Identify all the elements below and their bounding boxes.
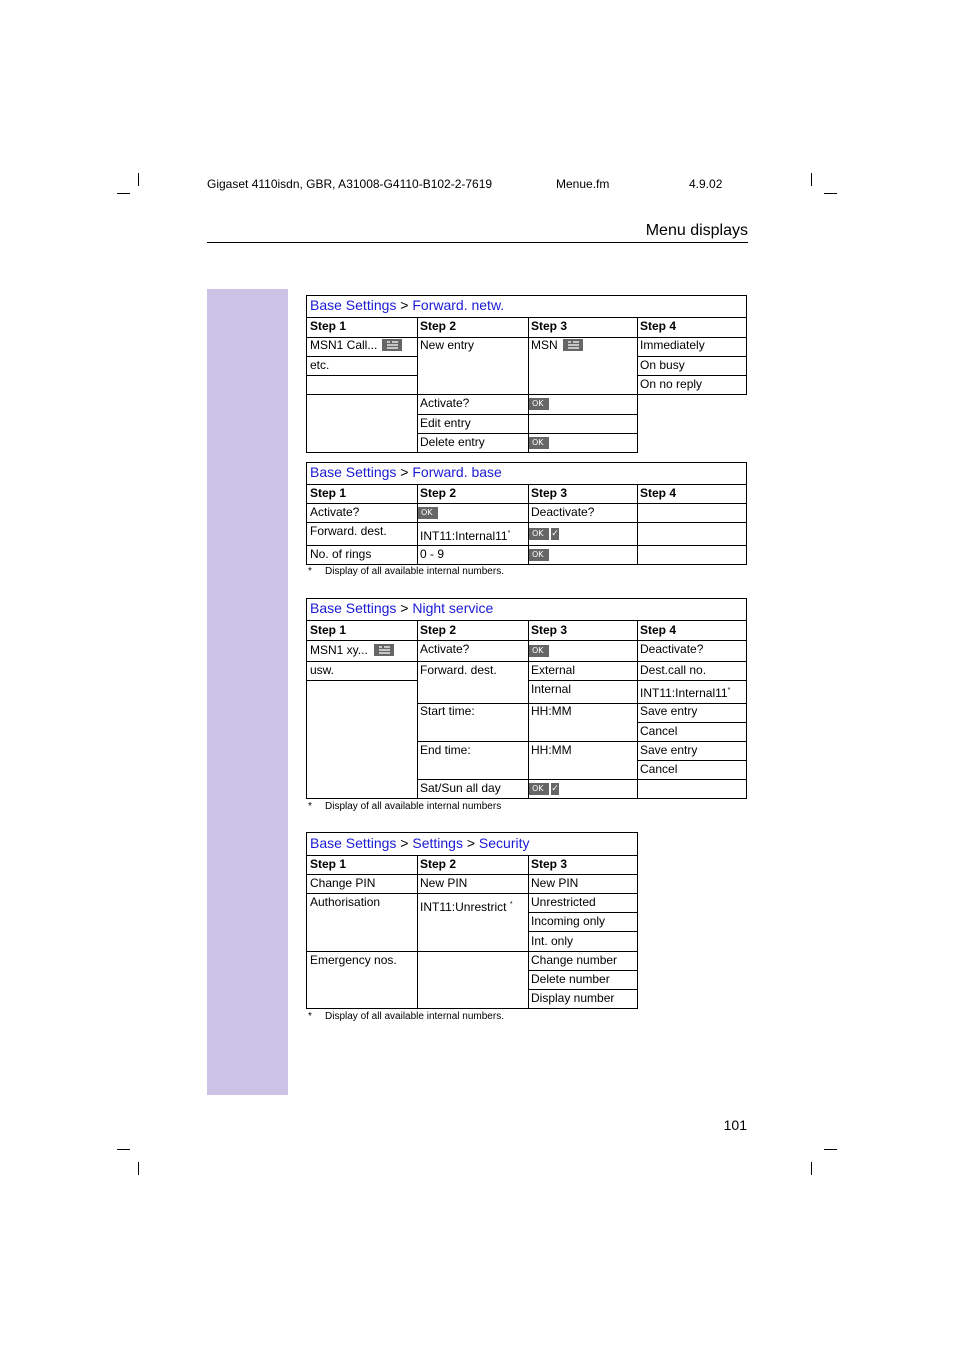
cell: On busy bbox=[640, 358, 685, 372]
table-title: Base Settings > Night service bbox=[310, 600, 494, 616]
table-rule bbox=[306, 874, 638, 875]
cell: Change number bbox=[531, 953, 618, 967]
table-rule bbox=[528, 989, 638, 990]
footnote-star: * bbox=[308, 566, 312, 577]
col-header: Step 2 bbox=[420, 486, 457, 500]
cell: No. of rings bbox=[310, 547, 372, 561]
cell: Edit entry bbox=[420, 416, 471, 430]
crop-mark bbox=[824, 1149, 837, 1150]
table-rule bbox=[306, 375, 417, 376]
table-rule bbox=[306, 951, 638, 952]
cell: Sat/Sun all day bbox=[420, 781, 501, 795]
crop-mark bbox=[117, 1149, 130, 1150]
cell: MSN1 Call... bbox=[310, 338, 378, 352]
table-rule bbox=[306, 564, 747, 565]
table-rule bbox=[306, 661, 747, 662]
crop-mark bbox=[811, 1162, 812, 1175]
table-rule bbox=[637, 356, 747, 357]
cell: HH:MM bbox=[531, 743, 572, 757]
table-rule bbox=[306, 680, 417, 681]
table-rule bbox=[746, 485, 747, 565]
table-rule bbox=[306, 798, 747, 799]
menu-icon bbox=[382, 339, 402, 351]
table-rule bbox=[637, 318, 638, 453]
cell: Emergency nos. bbox=[310, 953, 397, 967]
cell: Forward. dest. bbox=[420, 663, 497, 677]
table-rule bbox=[306, 452, 638, 453]
footnote: Display of all available internal numbers. bbox=[325, 1011, 504, 1022]
cell: External bbox=[531, 663, 576, 677]
cell: Immediately bbox=[640, 338, 705, 352]
cell: Save entry bbox=[640, 743, 698, 757]
cell: MSN1 xy... bbox=[310, 643, 368, 657]
cell: Cancel bbox=[640, 762, 678, 776]
table-rule bbox=[528, 912, 638, 913]
footnote: Display of all available internal numbers bbox=[325, 801, 502, 812]
crop-mark bbox=[824, 193, 837, 194]
table-rule bbox=[637, 722, 747, 723]
col-header: Step 3 bbox=[531, 857, 568, 871]
cell: Delete number bbox=[531, 972, 610, 986]
cell: Display number bbox=[531, 991, 615, 1005]
cell: New entry bbox=[420, 338, 475, 352]
table-rule bbox=[637, 760, 747, 761]
col-header: Step 1 bbox=[310, 486, 347, 500]
table-title: Base Settings > Forward. netw. bbox=[310, 297, 505, 313]
table-rule bbox=[417, 856, 418, 1009]
table-rule bbox=[637, 621, 638, 799]
table-rule bbox=[306, 856, 307, 1009]
cell: Dest.call no. bbox=[640, 663, 707, 677]
cell: Cancel bbox=[640, 724, 678, 738]
cell: Save entry bbox=[640, 704, 698, 718]
crop-mark bbox=[117, 193, 130, 194]
cell: Deactivate? bbox=[640, 642, 704, 656]
cell: Delete entry bbox=[420, 435, 485, 449]
cell: Internal bbox=[531, 682, 572, 696]
ok-icon: OK bbox=[529, 549, 549, 561]
cell: INT11:Unrestrict * bbox=[420, 900, 513, 914]
cell: Activate? bbox=[420, 642, 470, 656]
cell: Start time: bbox=[420, 704, 475, 718]
ok-icon: OK bbox=[529, 645, 549, 657]
ok-icon: OK bbox=[529, 528, 549, 540]
ok-icon: OK bbox=[529, 437, 549, 449]
cell: Change PIN bbox=[310, 876, 376, 890]
table-rule bbox=[306, 485, 307, 565]
table-rule bbox=[417, 485, 418, 565]
table-rule bbox=[417, 779, 747, 780]
menu-icon bbox=[563, 339, 583, 351]
table-rule bbox=[306, 621, 307, 799]
cell: Unrestricted bbox=[531, 895, 596, 909]
col-header: Step 4 bbox=[640, 623, 677, 637]
doc-date: 4.9.02 bbox=[689, 177, 723, 191]
cell: INT11:Internal11* bbox=[420, 529, 511, 543]
cell: MSN bbox=[531, 338, 558, 352]
ok-icon: OK bbox=[529, 398, 549, 410]
table-rule bbox=[306, 503, 747, 504]
col-header: Step 3 bbox=[531, 319, 568, 333]
table-rule bbox=[746, 621, 747, 799]
col-header: Step 3 bbox=[531, 486, 568, 500]
doc-info: Gigaset 4110isdn, GBR, A31008-G4110-B102-2-7619 bbox=[207, 177, 493, 191]
col-header: Step 3 bbox=[531, 623, 568, 637]
table-title: Base Settings > Forward. base bbox=[310, 464, 502, 480]
cell: Deactivate? bbox=[531, 505, 595, 519]
table-rule bbox=[528, 856, 529, 1009]
cell: Activate? bbox=[420, 396, 470, 410]
table-rule bbox=[528, 318, 529, 453]
table-rule bbox=[637, 856, 638, 1009]
section-title: Menu displays bbox=[645, 222, 748, 239]
col-header: Step 2 bbox=[420, 857, 457, 871]
table-rule bbox=[306, 1008, 638, 1009]
cell: Forward. dest. bbox=[310, 524, 387, 538]
check-icon: ✓ bbox=[551, 529, 559, 539]
cell: New PIN bbox=[420, 876, 468, 890]
table-rule bbox=[306, 545, 747, 546]
table-rule bbox=[637, 375, 747, 376]
crop-mark bbox=[811, 173, 812, 186]
table-rule bbox=[306, 522, 747, 523]
col-header: Step 1 bbox=[310, 319, 347, 333]
footnote-star: * bbox=[308, 1011, 312, 1022]
col-header: Step 2 bbox=[420, 623, 457, 637]
cell: Activate? bbox=[310, 505, 360, 519]
col-header: Step 4 bbox=[640, 319, 677, 333]
cell: Incoming only bbox=[531, 914, 606, 928]
file-name: Menue.fm bbox=[556, 177, 610, 191]
table-rule bbox=[528, 931, 638, 932]
table-rule bbox=[417, 318, 418, 453]
ok-icon: OK bbox=[418, 507, 438, 519]
footnote: Display of all available internal numbers. bbox=[325, 566, 504, 577]
table-rule bbox=[306, 318, 307, 453]
page-number: 101 bbox=[723, 1117, 747, 1133]
cell: New PIN bbox=[531, 876, 579, 890]
cell: 0 - 9 bbox=[420, 547, 445, 561]
table-title: Base Settings > Settings > Security bbox=[310, 835, 530, 851]
table-rule bbox=[417, 741, 747, 742]
cell: Int. only bbox=[531, 934, 574, 948]
col-header: Step 1 bbox=[310, 623, 347, 637]
col-header: Step 2 bbox=[420, 319, 457, 333]
table-rule bbox=[417, 621, 418, 799]
cell: End time: bbox=[420, 743, 471, 757]
table-rule bbox=[306, 394, 747, 395]
table-rule bbox=[528, 970, 638, 971]
cell: usw. bbox=[310, 663, 335, 677]
crop-mark bbox=[138, 173, 139, 186]
table-rule bbox=[637, 485, 638, 565]
table-rule bbox=[306, 893, 638, 894]
cell: INT11:Internal11* bbox=[640, 686, 731, 700]
cell: Authorisation bbox=[310, 895, 381, 909]
menu-icon bbox=[374, 644, 394, 656]
cell: etc. bbox=[310, 358, 330, 372]
col-header: Step 1 bbox=[310, 857, 347, 871]
crop-mark bbox=[138, 1162, 139, 1175]
cell: On no reply bbox=[640, 377, 703, 391]
cell: HH:MM bbox=[531, 704, 572, 718]
table-rule bbox=[746, 318, 747, 395]
footnote-star: * bbox=[308, 801, 312, 812]
table-rule bbox=[306, 356, 417, 357]
ok-icon: OK bbox=[529, 783, 549, 795]
col-header: Step 4 bbox=[640, 486, 677, 500]
sidebar-band bbox=[207, 289, 288, 1095]
check-icon: ✓ bbox=[551, 784, 559, 794]
header-rule bbox=[207, 242, 748, 243]
table-rule bbox=[306, 640, 747, 641]
